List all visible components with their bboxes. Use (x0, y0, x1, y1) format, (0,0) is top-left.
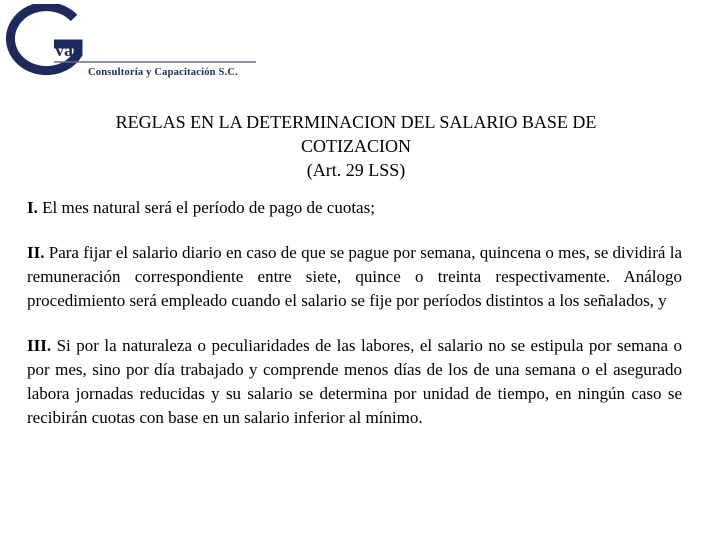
logo-g-mark (10, 7, 78, 71)
paragraph-ii (27, 241, 682, 313)
document-body (27, 196, 682, 430)
paragraph-iii-text: Si por la naturaleza o peculiaridades de las labores, el salario no se estipula por semana o por mes, sino por día trabajado y comprende menos días de los de una semana o el asegurado labora jornadas reducidas y su salario se determina por unidad de tiempo, en ningún caso se recibirán cuotas con base en un salario inferior al mínimo. (27, 336, 682, 427)
title-line-3: (Art. 29 LSS) (306, 160, 406, 180)
paragraph-i (27, 196, 682, 220)
paragraph-iii (27, 334, 682, 430)
paragraph-ii-text: Para fijar el salario diario en caso de que se pague por semana, quincena o mes, se dividirá la remuneración correspondiente entre siete, quince o treinta respectivamente. Análogo procedimiento será empleado cuando el salario se fije por períodos distintos a los señalados, y (27, 243, 682, 310)
title-line-1: REGLAS EN LA DETERMINACION DEL SALARIO BASE DE (115, 112, 597, 132)
title-line-2: COTIZACION (301, 136, 411, 156)
paragraph-i-text: El mes natural será el período de pago de cuotas; (37, 198, 375, 217)
paragraph-ii-numeral: II. (27, 243, 45, 262)
company-logo (4, 4, 264, 88)
document-title (40, 110, 672, 182)
paragraph-i-numeral: I. (27, 198, 38, 217)
logo-company-name: Consultoría y Capacitación S.C. (88, 67, 239, 78)
logo-letters: va (55, 40, 73, 60)
paragraph-iii-numeral: III. (27, 336, 52, 355)
